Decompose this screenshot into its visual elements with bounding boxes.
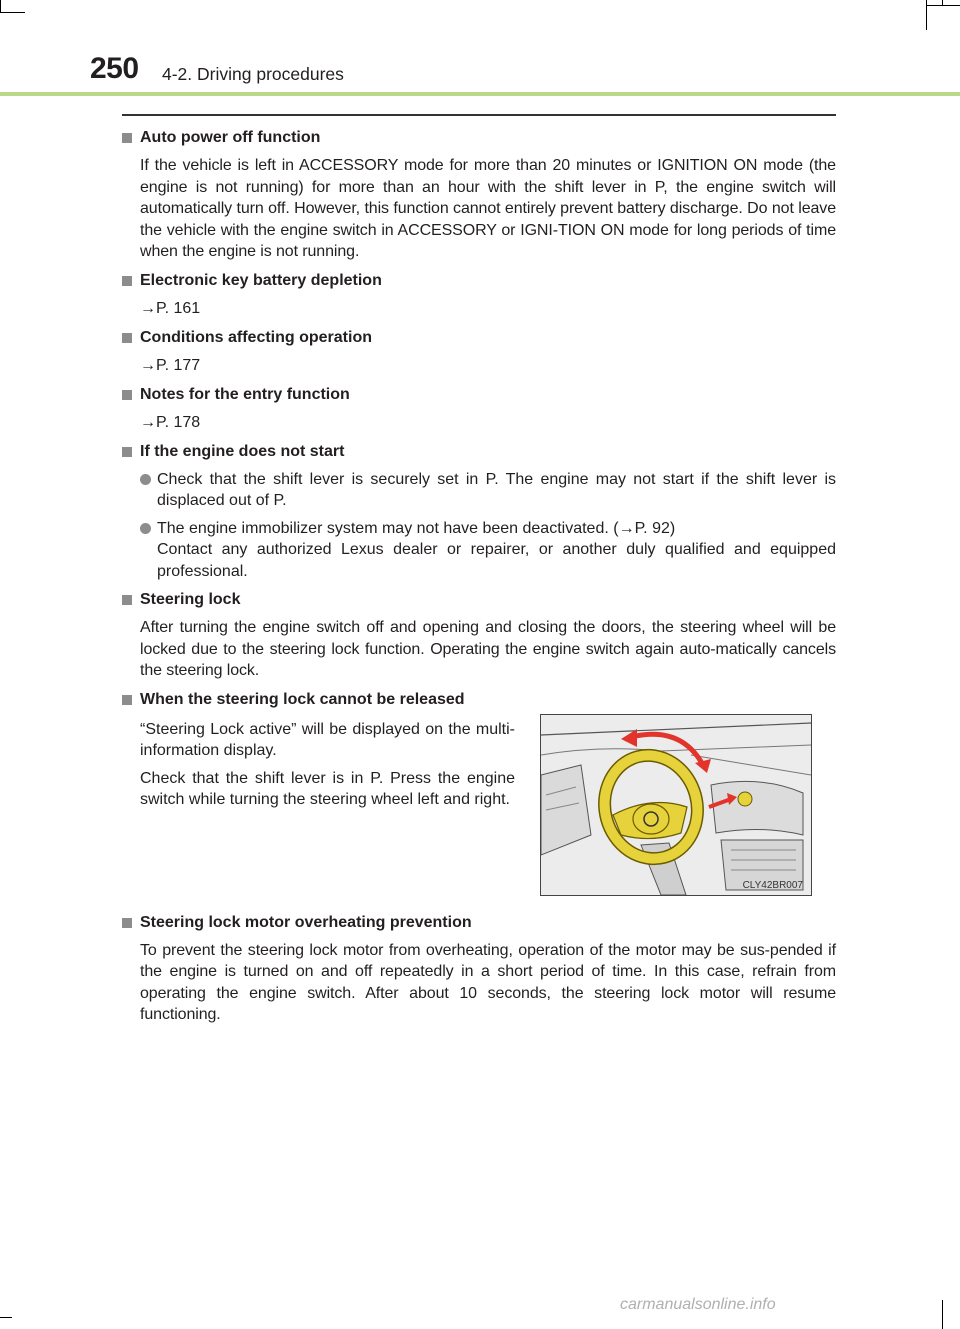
steering-release-para-1: “Steering Lock active” will be displayed on the multi-information display.: [140, 720, 515, 759]
motor-overheating-body: To prevent the steering lock motor from overheating, operation of the motor may be sus-pended if the engine is turned on and off repeatedly in a short period of time. In this case, refrain from operating the engine switch. After about 10 seconds, the steering lock motor will resume functioning.: [140, 941, 836, 1023]
heading-steering-lock: Steering lock: [122, 589, 836, 611]
square-bullet-icon: [122, 133, 132, 143]
square-bullet-icon: [122, 918, 132, 928]
heading-motor-overheating: Steering lock motor overheating prevention: [122, 912, 836, 934]
watermark-text: carmanualsonline.info: [620, 1296, 776, 1313]
content-top-rule: [122, 114, 836, 116]
section-title: 4-2. Driving procedures: [162, 64, 344, 84]
list-item: The engine immobilizer system may not have been deactivated. (→P. 92) Contact any authorized Lexus dealer or repairer, or another duly qualified and equipped professional.: [140, 518, 836, 583]
steering-release-para-2: Check that the shift lever is in P. Press the engine switch while turning the steering wheel left and right.: [140, 769, 515, 808]
list-item: Check that the shift lever is securely set in P. The engine may not start if the shift lever is displaced out of P.: [140, 469, 836, 512]
heading-entry-notes: Notes for the entry function: [122, 384, 836, 406]
steering-wheel-illustration: [540, 714, 812, 896]
page-header: [0, 0, 960, 100]
page-number: 250: [90, 52, 139, 85]
heading-auto-power-off: Auto power off function: [122, 127, 836, 149]
heading-engine-not-start: If the engine does not start: [122, 441, 836, 463]
heading-electronic-key: Electronic key battery depletion: [122, 270, 836, 292]
page-reference-link[interactable]: →P. 178: [140, 413, 201, 431]
square-bullet-icon: [122, 333, 132, 343]
header-rule: [0, 92, 960, 96]
figure-code: CLY42BR007: [742, 880, 803, 891]
steering-wheel-drawing: [541, 715, 811, 895]
crop-mark: [0, 1317, 12, 1318]
circle-bullet-icon: [140, 523, 151, 534]
circle-bullet-icon: [140, 474, 151, 485]
steering-lock-body: After turning the engine switch off and opening and closing the doors, the steering wheel will be locked due to the steering lock function. Operating the engine switch again auto-matically cancels the steering lock.: [140, 619, 836, 679]
auto-power-off-body: If the vehicle is left in ACCESSORY mode for more than 20 minutes or IGNITION ON mode (the engine is not running) for more than an hour with the shift lever in P, the engine switch will automatically turn off. However, this function cannot entirely prevent battery discharge. Do not leave the vehicle with the engine switch in ACCESSORY or IGNI-TION ON mode for long periods of time when the engine is not running.: [140, 157, 836, 260]
page-reference-link[interactable]: →P. 161: [140, 299, 201, 317]
heading-conditions: Conditions affecting operation: [122, 327, 836, 349]
square-bullet-icon: [122, 276, 132, 286]
page-reference-link[interactable]: →P. 177: [140, 356, 201, 374]
square-bullet-icon: [122, 595, 132, 605]
square-bullet-icon: [122, 695, 132, 705]
heading-steering-lock-release: When the steering lock cannot be released: [122, 689, 836, 711]
square-bullet-icon: [122, 390, 132, 400]
square-bullet-icon: [122, 447, 132, 457]
crop-mark: [942, 1300, 943, 1329]
